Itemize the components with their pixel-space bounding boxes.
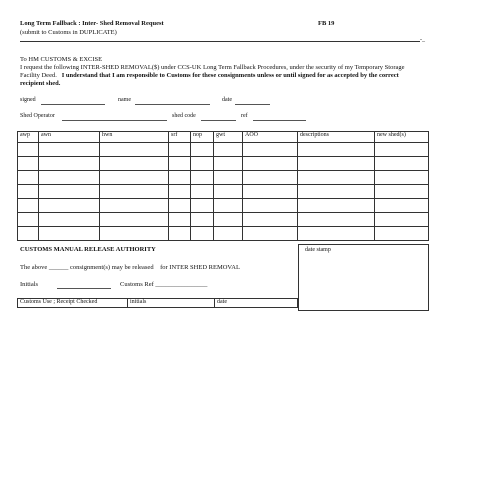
table-cell[interactable] [243,198,298,212]
table-row [18,212,429,226]
table-cell[interactable] [375,170,429,184]
customs-ref [120,281,207,289]
customs-use-label: Customs Use ; Receipt Checked [18,299,128,308]
table-cell[interactable] [100,142,169,156]
table-cell[interactable] [39,170,100,184]
table-cell[interactable] [298,184,375,198]
table-cell[interactable] [39,156,100,170]
table-cell[interactable] [169,198,191,212]
table-cell[interactable] [375,156,429,170]
request-line-2 [20,72,399,80]
column-header: descriptions [298,132,375,143]
table-cell[interactable] [298,212,375,226]
table-cell[interactable] [214,142,243,156]
table-cell[interactable] [18,226,39,240]
table-cell[interactable] [100,212,169,226]
request-line-3: recipient shed. [20,80,61,87]
name-field[interactable] [135,98,210,105]
table-cell[interactable] [243,212,298,226]
column-header: awp [18,132,39,143]
table-cell[interactable] [243,226,298,240]
release-line [20,264,240,272]
shed-operator-field[interactable] [62,114,167,121]
shed-operator-label: Shed Operator [20,113,55,119]
date-field[interactable] [235,98,270,105]
column-header: srf [169,132,191,143]
table-row [18,170,429,184]
responsibility-text: I understand that I am responsible to Customs for these consignments unless or until signed for as accepted by the correct [61,72,399,79]
table-cell[interactable] [298,142,375,156]
signed-field[interactable] [41,98,105,105]
date-stamp-label: date stamp [305,247,331,253]
customs-ref-label: Customs Ref [120,281,154,288]
table-cell[interactable] [191,156,214,170]
table-cell[interactable] [169,226,191,240]
column-header: AOO [243,132,298,143]
table-cell[interactable] [214,198,243,212]
table-cell[interactable] [100,226,169,240]
table-row [18,226,429,240]
table-cell[interactable] [18,184,39,198]
release-heading: CUSTOMS MANUAL RELEASE AUTHORITY [20,246,156,253]
table-cell[interactable] [169,184,191,198]
release-initials-field[interactable] [57,282,111,289]
form-subtitle: (submit to Customs in DUPLICATE) [20,28,117,36]
table-cell[interactable] [214,170,243,184]
header-divider-end: -_ [420,37,425,43]
customs-use-box [17,298,298,308]
table-cell[interactable] [243,184,298,198]
footer-initials-label: initials [128,299,215,308]
table-cell[interactable] [191,212,214,226]
release-line-prefix: The above ______ consignment(s) may be released [20,264,154,271]
table-cell[interactable] [214,226,243,240]
table-cell[interactable] [375,184,429,198]
table-cell[interactable] [214,184,243,198]
table-cell[interactable] [18,212,39,226]
table-cell[interactable] [169,142,191,156]
ref-field[interactable] [253,114,306,121]
column-header: gwt [214,132,243,143]
table-cell[interactable] [191,184,214,198]
table-cell[interactable] [375,198,429,212]
table-cell[interactable] [169,212,191,226]
addressee: To HM CUSTOMS & EXCISE [20,56,103,63]
table-cell[interactable] [298,226,375,240]
table-header-row [18,132,429,143]
column-header: awn [39,132,100,143]
form-code: FB 19 [318,20,335,27]
table-cell[interactable] [375,142,429,156]
table-cell[interactable] [298,198,375,212]
table-cell[interactable] [18,170,39,184]
request-line-1: I request the following INTER-SHED REMOVAL($) under CCS-UK Long Term Fallback Procedures, under the security of my Temporary Storage [20,64,405,71]
table-cell[interactable] [375,212,429,226]
table-cell[interactable] [375,226,429,240]
table-cell[interactable] [39,198,100,212]
ref-label: ref [241,113,248,119]
signed-label: signed [20,97,36,103]
table-row [18,198,429,212]
table-cell[interactable] [169,170,191,184]
table-cell[interactable] [214,212,243,226]
table-cell[interactable] [100,170,169,184]
footer-date-label: date [215,299,298,308]
header-divider [20,41,420,42]
table-row [18,156,429,170]
release-line-suffix: for INTER SHED REMOVAL [160,264,240,271]
table-cell[interactable] [39,226,100,240]
column-header: nop [191,132,214,143]
deed-text: Facility Deed. [20,72,57,79]
date-stamp-box [298,244,429,311]
table-cell[interactable] [243,142,298,156]
table-row [18,142,429,156]
table-row [18,184,429,198]
table-cell[interactable] [100,184,169,198]
table-cell[interactable] [18,198,39,212]
column-header: new shed(s) [375,132,429,143]
table-cell[interactable] [39,212,100,226]
table-cell[interactable] [191,198,214,212]
table-cell[interactable] [243,170,298,184]
table-cell[interactable] [18,142,39,156]
column-header: hwn [100,132,169,143]
table-cell[interactable] [298,156,375,170]
table-cell[interactable] [39,142,100,156]
table-cell[interactable] [243,156,298,170]
shed-code-label: shed code [172,113,196,119]
table-cell[interactable] [100,156,169,170]
table-cell[interactable] [191,142,214,156]
table-cell[interactable] [298,170,375,184]
table-cell[interactable] [191,226,214,240]
table-cell[interactable] [191,170,214,184]
table-cell[interactable] [169,156,191,170]
date-label: date [222,97,232,103]
release-initials-label: Initials [20,281,39,288]
table-cell[interactable] [39,184,100,198]
shed-code-field[interactable] [201,114,236,121]
name-label: name [118,97,131,103]
table-cell[interactable] [18,156,39,170]
consignment-table [17,131,429,241]
table-cell[interactable] [100,198,169,212]
table-cell[interactable] [214,156,243,170]
form-title: Long Term Fallback : Inter- Shed Removal Request [20,20,164,27]
customs-ref-field[interactable]: ________________ [155,281,208,288]
